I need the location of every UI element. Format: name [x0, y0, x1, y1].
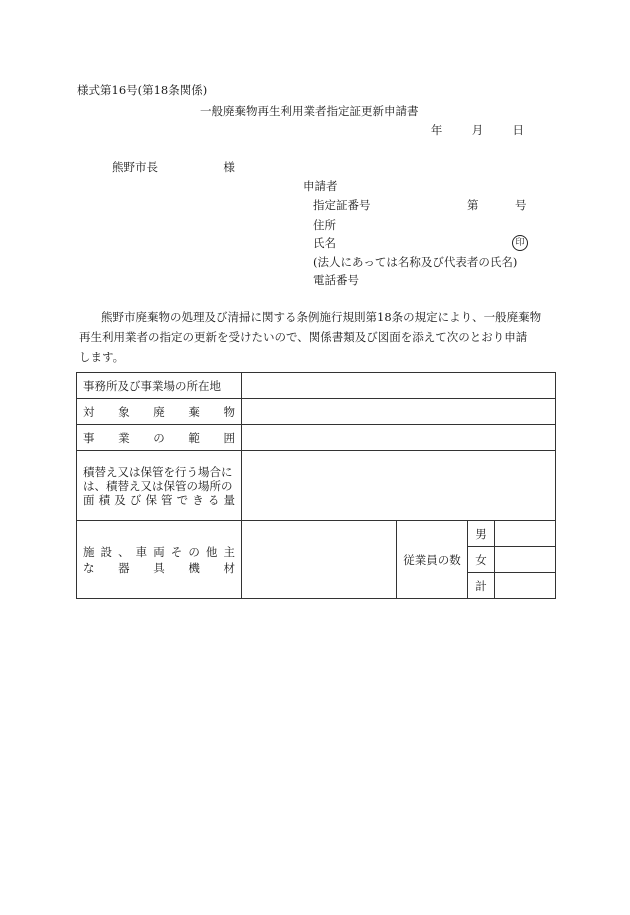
statement-line-1: 熊野市廃棄物の処理及び清掃に関する条例施行規則第18条の規定により、一般廃棄物	[101, 310, 542, 324]
scope-label: 事業の範囲	[77, 425, 242, 451]
storage-value[interactable]	[242, 451, 556, 521]
corporate-note: (法人にあっては名称及び代表者の氏名)	[313, 255, 518, 269]
name-label: 氏名	[313, 236, 336, 250]
storage-label-line-3: 面積及び保管できる量	[83, 492, 235, 507]
cert-number-suffix: 号	[515, 198, 527, 212]
date-month: 月	[471, 123, 484, 137]
total-count[interactable]	[495, 573, 556, 599]
facilities-label-line-2: な器具機材	[83, 560, 235, 575]
phone-label: 電話番号	[313, 273, 359, 287]
seal-mark: 印	[512, 235, 528, 251]
address-label: 住所	[313, 218, 336, 232]
employees-label: 従業員の数	[397, 521, 468, 599]
cert-number-label: 指定証番号	[313, 198, 371, 212]
waste-value[interactable]	[242, 399, 556, 425]
table-row	[77, 521, 556, 547]
scope-value[interactable]	[242, 425, 556, 451]
addressee-name: 熊野市長	[112, 160, 158, 174]
storage-label-line-1: 積替え又は保管を行う場合に	[83, 464, 233, 479]
storage-label-line-2: は、積替え又は保管の場所の	[83, 478, 233, 493]
female-label: 女	[468, 547, 495, 573]
addressee-honorific: 様	[223, 160, 235, 174]
date-line	[431, 124, 524, 138]
form-number: 様式第16号(第18条関係)	[77, 83, 208, 97]
waste-label: 対象廃棄物	[77, 399, 242, 425]
male-label: 男	[468, 521, 495, 547]
applicant-label: 申請者	[303, 179, 338, 193]
location-value[interactable]	[242, 373, 556, 399]
facilities-label	[77, 521, 242, 599]
table-row	[77, 451, 556, 521]
cert-number-prefix: 第	[467, 198, 479, 212]
male-count[interactable]	[495, 521, 556, 547]
application-statement	[79, 307, 559, 367]
document-title: 一般廃棄物再生利用業者指定証更新申請書	[200, 104, 419, 118]
application-table	[76, 372, 556, 599]
date-day: 日	[512, 123, 524, 137]
facilities-value[interactable]	[242, 521, 397, 599]
facilities-label-line-1: 施設、車両その他主	[83, 544, 235, 559]
total-label: 計	[468, 573, 495, 599]
table-row	[77, 373, 556, 399]
statement-line-3: します。	[79, 350, 125, 364]
table-row	[77, 425, 556, 451]
table-row	[77, 399, 556, 425]
storage-label	[77, 451, 242, 521]
female-count[interactable]	[495, 547, 556, 573]
statement-line-2: 再生利用業者の指定の更新を受けたいので、関係書類及び図面を添えて次のとおり申請	[79, 330, 528, 344]
date-year: 年	[430, 123, 443, 137]
location-label: 事務所及び事業場の所在地	[77, 373, 242, 399]
addressee	[112, 161, 235, 175]
